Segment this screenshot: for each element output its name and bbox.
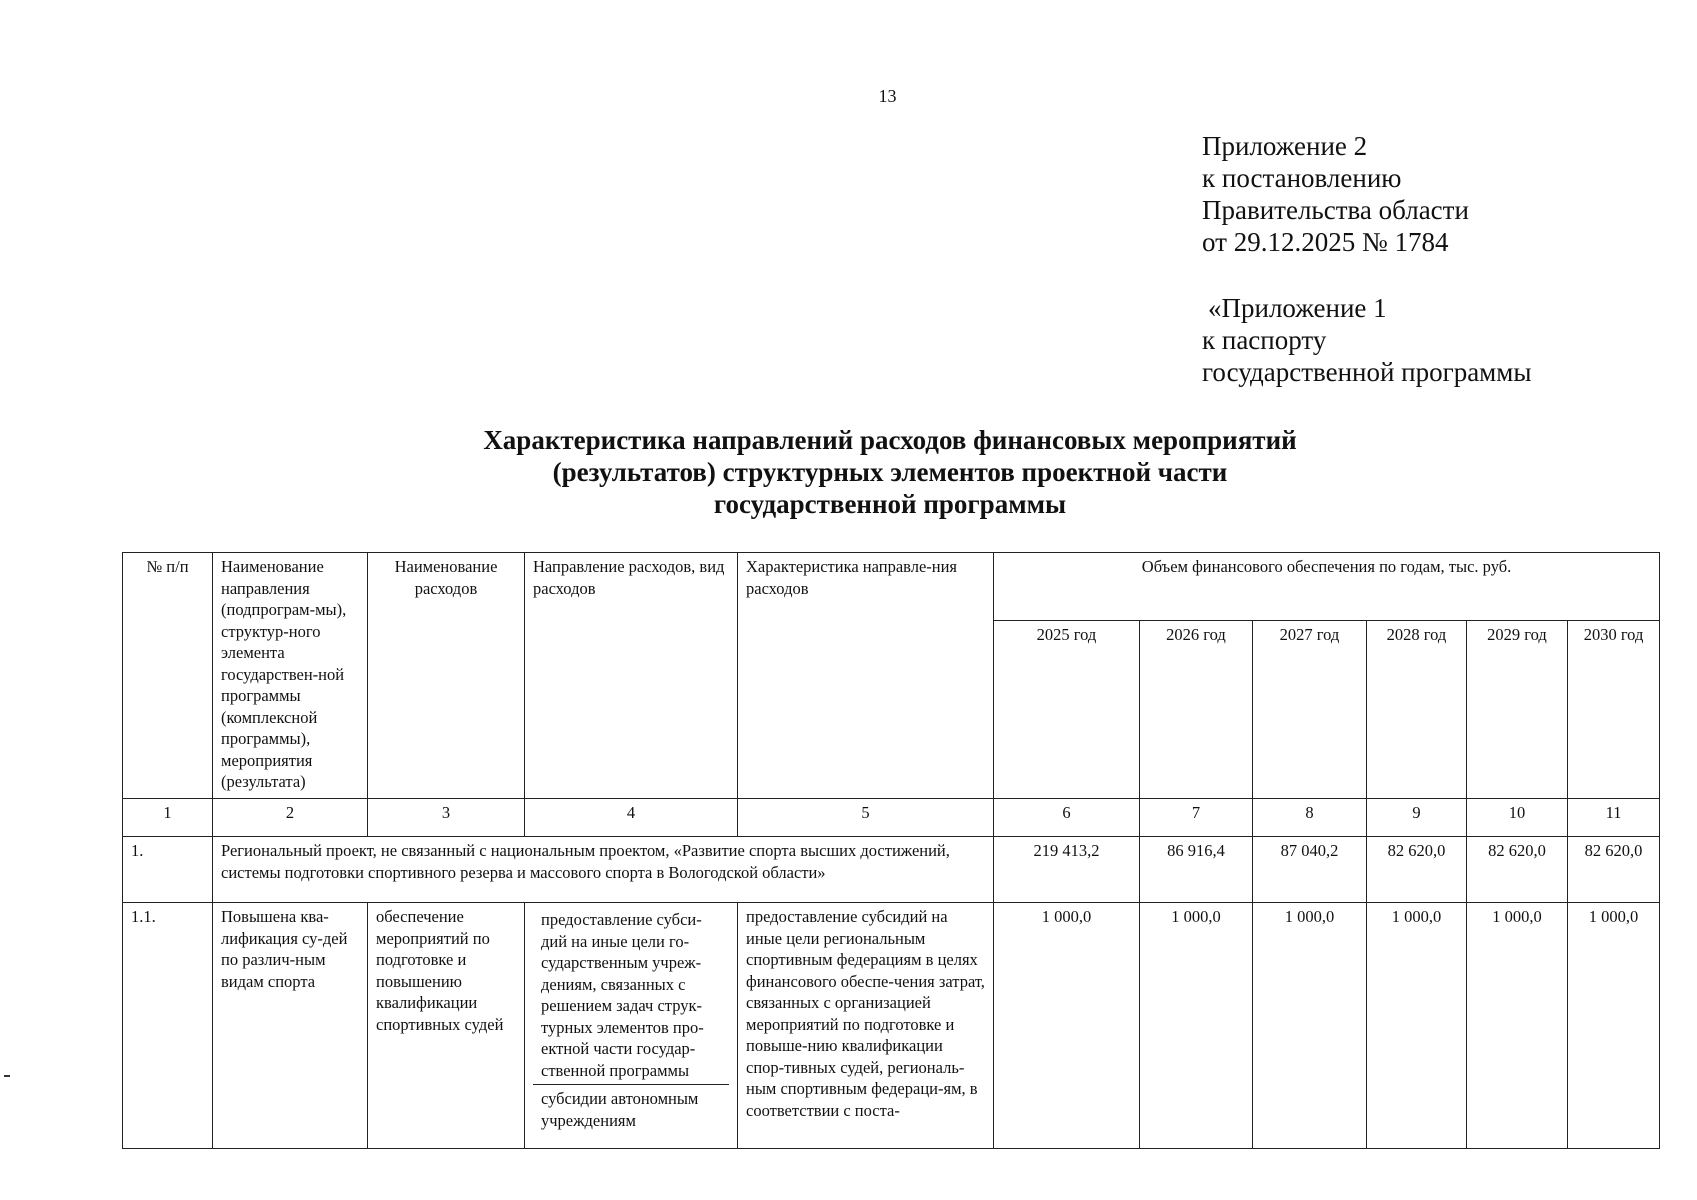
column-number: 11	[1568, 799, 1660, 837]
column-number: 10	[1467, 799, 1568, 837]
table-row	[123, 837, 1660, 903]
page-number: 13	[878, 86, 897, 106]
expense-direction-part: предоставление субси-дий на иные цели го-сударственным учреж-дениям, связанных с решением задач струк-турных элементов про-ектной части государ-ственной программы	[541, 910, 704, 1080]
header-expense-direction: Направление расходов, вид расходов	[525, 553, 738, 799]
table-row	[123, 903, 1660, 1149]
appendix-block	[1202, 130, 1532, 388]
appendix-line: Приложение 2	[1202, 131, 1368, 161]
row-expense-name: обеспечение мероприятий по подготовке и повышению квалификации спортивных судей	[368, 903, 525, 1149]
expense-direction-part: субсидии автономным учреждениям	[533, 1084, 729, 1134]
header-num: № п/п	[123, 553, 213, 799]
column-number: 1	[123, 799, 213, 837]
appendix-line: от 29.12.2025 № 1784	[1202, 227, 1449, 257]
column-number-row	[123, 799, 1660, 837]
header-direction: Наименование направления (подпрограм-мы), структур-ного элемента государствен-ной программы (комплексной программы), мероприятия (результата)	[213, 553, 368, 799]
column-number: 4	[525, 799, 738, 837]
row-expense-direction	[525, 903, 738, 1149]
column-number: 9	[1367, 799, 1467, 837]
column-number: 3	[368, 799, 525, 837]
row-direction: Повышена ква-лификация су-дей по различ-ным видам спорта	[213, 903, 368, 1149]
row-name: Региональный проект, не связанный с национальным проектом, «Развитие спорта высших достижений, системы подготовки спортивного резерва и массового спорта в Вологодской области»	[213, 837, 994, 903]
appendix-line: «Приложение 1	[1208, 293, 1387, 323]
row-value: 86 916,4	[1140, 837, 1253, 903]
column-number: 7	[1140, 799, 1253, 837]
row-value: 82 620,0	[1367, 837, 1467, 903]
column-number: 5	[738, 799, 994, 837]
appendix-line: государственной программы	[1202, 357, 1532, 387]
header-year: 2027 год	[1253, 621, 1367, 799]
row-value: 1 000,0	[1140, 903, 1253, 1149]
row-value: 1 000,0	[1253, 903, 1367, 1149]
header-expense-name: Наименование расходов	[368, 553, 525, 799]
appendix-line: Правительства области	[1202, 195, 1469, 225]
appendix-line: к паспорту	[1202, 325, 1327, 355]
appendix-line: к постановлению	[1202, 163, 1402, 193]
row-value: 1 000,0	[1568, 903, 1660, 1149]
row-num: 1.1.	[123, 903, 213, 1149]
row-value: 1 000,0	[1467, 903, 1568, 1149]
column-number: 6	[994, 799, 1140, 837]
header-characteristic: Характеристика направле-ния расходов	[738, 553, 994, 799]
row-characteristic: предоставление субсидий на иные цели региональным спортивным федерациям в целях финансового обеспе-чения затрат, связанных с организацией мероприятий по подготовке и повыше-нию квалификации спор-тивных судей, региональ-ным спортивным федераци-ям, в соответствии с поста-	[738, 903, 994, 1149]
scan-mark	[4, 1075, 10, 1077]
row-value: 1 000,0	[994, 903, 1140, 1149]
title-line: Характеристика направлений расходов финансовых мероприятий	[483, 425, 1297, 455]
header-funding: Объем финансового обеспечения по годам, тыс. руб.	[994, 553, 1660, 621]
header-year: 2030 год	[1568, 621, 1660, 799]
row-value: 87 040,2	[1253, 837, 1367, 903]
title-line: государственной программы	[713, 489, 1067, 519]
title-line: (результатов) структурных элементов проектной части	[552, 457, 1228, 487]
expenses-table	[122, 552, 1660, 1149]
header-year: 2028 год	[1367, 621, 1467, 799]
row-value: 82 620,0	[1568, 837, 1660, 903]
header-year: 2025 год	[994, 621, 1140, 799]
header-year: 2026 год	[1140, 621, 1253, 799]
column-number: 8	[1253, 799, 1367, 837]
header-year: 2029 год	[1467, 621, 1568, 799]
row-value: 1 000,0	[1367, 903, 1467, 1149]
row-value: 82 620,0	[1467, 837, 1568, 903]
column-number: 2	[213, 799, 368, 837]
row-num: 1.	[123, 837, 213, 903]
document-title	[380, 424, 1400, 520]
row-value: 219 413,2	[994, 837, 1140, 903]
